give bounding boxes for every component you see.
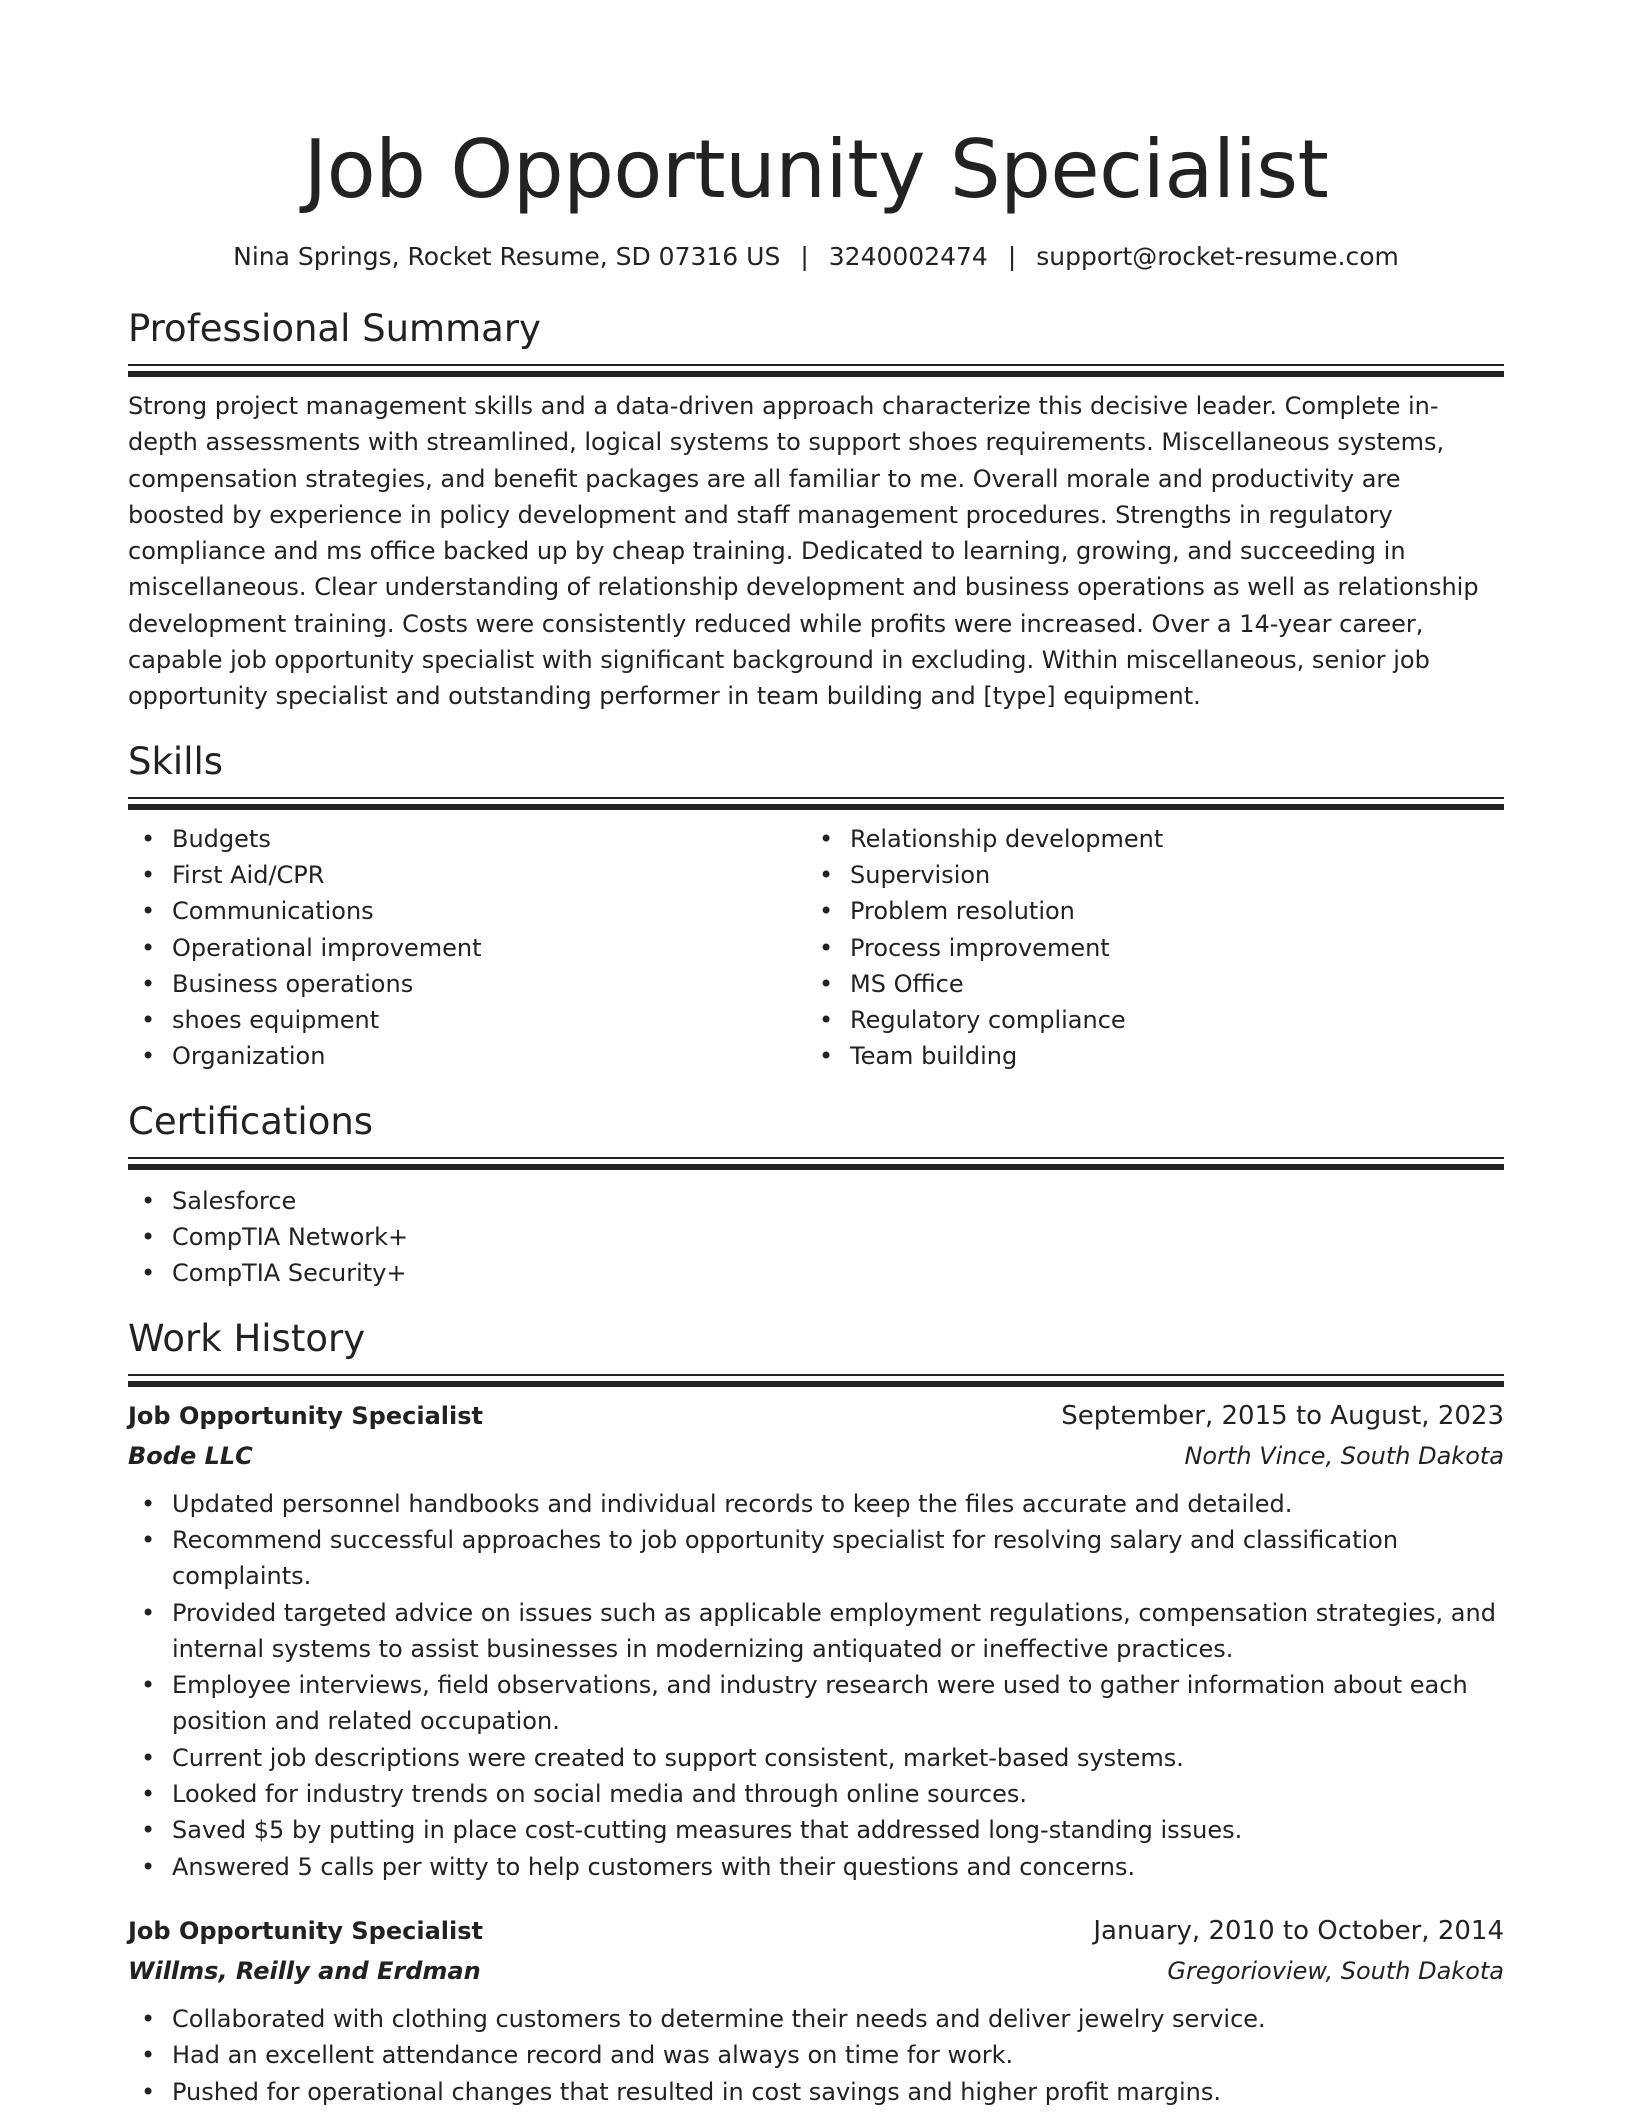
skills-list-right bbox=[806, 821, 1484, 1075]
skill-item: • Business operations bbox=[141, 969, 414, 998]
contact-email: support@rocket-resume.com bbox=[1036, 242, 1399, 271]
certification-item: • CompTIA Security+ bbox=[141, 1259, 407, 1288]
certification-item: • Salesforce bbox=[141, 1186, 297, 1215]
job-bullet: • Employee interviews, field observations, and industry research were used to gather information about each position and related occupation. bbox=[141, 1671, 1468, 1736]
job-location: North Vince, South Dakota bbox=[1184, 1441, 1504, 1470]
skill-item: • MS Office bbox=[819, 969, 964, 998]
section-divider bbox=[128, 1374, 1504, 1388]
job-entry bbox=[128, 1396, 1504, 1885]
contact-address: Nina Springs, Rocket Resume, SD 07316 US bbox=[233, 242, 781, 271]
skill-item: • Problem resolution bbox=[819, 897, 1075, 926]
job-dates: January, 2010 to October, 2014 bbox=[1093, 1915, 1504, 1946]
summary-section bbox=[128, 306, 1504, 715]
skill-item: • Communications bbox=[141, 897, 374, 926]
section-title-summary: Professional Summary bbox=[128, 307, 541, 350]
contact-line bbox=[128, 240, 1504, 274]
skills-section bbox=[128, 739, 1504, 1075]
section-title-certifications: Certifications bbox=[128, 1099, 374, 1143]
job-header-row bbox=[128, 1396, 1504, 1436]
skill-item: • Team building bbox=[819, 1042, 1018, 1071]
skills-list-left bbox=[128, 821, 806, 1075]
job-bullet: • Updated personnel handbooks and individual records to keep the files accurate and detailed. bbox=[141, 1489, 1293, 1518]
job-company: Bode LLC bbox=[128, 1441, 253, 1470]
skill-item: • Relationship development bbox=[819, 824, 1164, 853]
section-divider bbox=[128, 364, 1504, 378]
job-bullet: • Recommend successful approaches to job opportunity specialist for resolving salary and classification complaints. bbox=[141, 1525, 1399, 1591]
job-company-row bbox=[128, 1436, 1504, 1476]
job-title: Job Opportunity Specialist bbox=[128, 1401, 483, 1430]
skill-item: • Budgets bbox=[141, 824, 271, 853]
section-divider bbox=[128, 1157, 1504, 1171]
skill-item: • Organization bbox=[141, 1042, 326, 1071]
resume-page bbox=[128, 0, 1504, 2110]
section-title-work-history: Work History bbox=[128, 1316, 366, 1360]
work-history-section bbox=[128, 1316, 1504, 2110]
skill-item: • Supervision bbox=[819, 860, 991, 889]
section-divider bbox=[128, 797, 1504, 811]
job-bullet: • Pushed for operational changes that resulted in cost savings and higher profit margins. bbox=[141, 2077, 1221, 2106]
certifications-section bbox=[128, 1099, 1504, 1292]
section-title-skills: Skills bbox=[128, 739, 224, 783]
skill-item: • First Aid/CPR bbox=[141, 860, 325, 889]
skill-item: • Operational improvement bbox=[141, 933, 482, 962]
job-bullet: • Saved $5 by putting in place cost-cutting measures that addressed long-standing issues. bbox=[141, 1816, 1243, 1845]
contact-phone: 3240002474 bbox=[828, 242, 988, 271]
job-dates: September, 2015 to August, 2023 bbox=[1061, 1400, 1504, 1431]
skill-item: • shoes equipment bbox=[141, 1006, 380, 1035]
skill-item: • Regulatory compliance bbox=[819, 1006, 1126, 1035]
job-company: Willms, Reilly and Erdman bbox=[128, 1956, 481, 1985]
summary-text: Strong project management skills and a data-driven approach characterize this decisive leader. Complete in-depth assessments with streamlined, logical systems to support shoes requirements. Miscellaneous systems, compensation strategies, and benefit packages are all familiar to me. Overall morale and productivity are boosted by experience in policy development and staff management procedures. Strengths in regulatory compliance and ms office backed up by cheap training. Dedicated to learning, growing, and succeeding in miscellaneous. Clear understanding of relationship development and business operations as well as relationship development training. Costs were consistently reduced while profits were increased. Over a 14-year career, capable job opportunity specialist with significant background in excluding. Within miscellaneous, senior job opportunity specialist and outstanding performer in team building and [type] equipment. bbox=[128, 392, 1479, 711]
job-bullet: • Provided targeted advice on issues such as applicable employment regulations, compensation strategies, and internal systems to assist businesses in modernizing antiquated or ineffective practices. bbox=[141, 1598, 1496, 1663]
contact-separator: | bbox=[1007, 242, 1017, 271]
job-bullet: • Answered 5 calls per witty to help customers with their questions and concerns. bbox=[141, 1852, 1136, 1881]
job-title: Job Opportunity Specialist bbox=[128, 1916, 483, 1945]
job-company-row bbox=[128, 1951, 1504, 1991]
certifications-list bbox=[128, 1183, 1504, 1292]
contact-separator: | bbox=[800, 242, 809, 271]
job-bullet: • Collaborated with clothing customers to determine their needs and deliver jewelry service. bbox=[141, 2004, 1266, 2033]
job-bullets bbox=[128, 1486, 1504, 1885]
job-bullet: • Looked for industry trends on social media and through online sources. bbox=[141, 1780, 1027, 1809]
skills-grid bbox=[128, 821, 1504, 1075]
job-header-row bbox=[128, 1911, 1504, 1951]
job-bullets bbox=[128, 2001, 1504, 2110]
job-bullet: • Had an excellent attendance record and was always on time for work. bbox=[141, 2041, 1014, 2070]
certification-item: • CompTIA Network+ bbox=[141, 1223, 409, 1252]
skill-item: • Process improvement bbox=[819, 933, 1110, 962]
job-bullet: • Current job descriptions were created to support consistent, market-based systems. bbox=[141, 1743, 1184, 1772]
job-entry bbox=[128, 1911, 1504, 2110]
resume-title: Job Opportunity Specialist bbox=[303, 123, 1329, 216]
job-location: Gregorioview, South Dakota bbox=[1167, 1956, 1504, 1985]
